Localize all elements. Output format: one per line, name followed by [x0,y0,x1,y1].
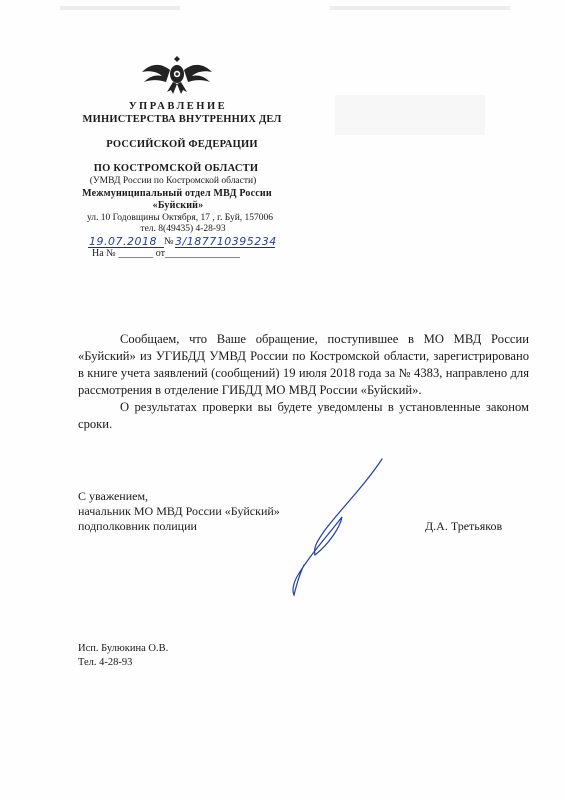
closing-line-3: подполковник полиции [78,519,197,533]
header-line-4: ПО КОСТРОМСКОЙ ОБЛАСТИ [93,163,259,174]
header-address: ул. 10 Годовщины Октября, 17 , г. Буй, 157006 [86,213,274,223]
body-paragraph-2: О результатах проверки вы будете уведомлены в установленные законом сроки. [78,400,529,431]
redacted-area [335,95,485,135]
closing-line-1: С уважением, [78,489,149,503]
number-sign: № [164,236,174,247]
executor-phone: Тел. 4-28-93 [78,657,133,668]
header-phone: тел. 8(49435) 4-28-93 [140,224,226,234]
body-paragraph-1: Сообщаем, что Ваше обращение, поступившее в МО МВД России «Буйский» из УГИБДД УМВД России по Костромской области, зарегистрировано в книге учета заявлений (сообщений) 19 июля 2018 года за № 4383, направлено для рассмотрения в отделение ГИБДД МО МВД России «Буйский». [78,332,529,397]
header-line-3: РОССИЙСКОЙ ФЕДЕРАЦИИ [106,139,258,150]
handwritten-date: 19.07.2018 [89,235,157,248]
bleed-through-mark [60,6,180,10]
closing-line-2: начальник МО МВД России «Буйский» [78,504,280,518]
executor-name: Исп. Булюкина О.В. [78,643,169,654]
bleed-through-mark [330,6,510,10]
handwritten-signature [280,455,390,605]
handwritten-number: 3/187710395234 [175,235,277,248]
reply-to-line: На № _______ от_______________ [92,248,240,259]
header-abbr: (УМВД России по Костромской области) [89,176,257,186]
header-line-2: МИНИСТЕРСТВА ВНУТРЕННИХ ДЕЛ [82,114,282,125]
header-dept-name: «Буйский» [152,200,204,211]
mvd-emblem-icon [140,52,214,96]
signatory-name: Д.А. Третьяков [425,519,503,533]
letter-body [78,331,529,433]
header-dept: Межмуниципальный отдел МВД России [82,188,272,199]
header-line-1: УПРАВЛЕНИЕ [128,101,228,112]
